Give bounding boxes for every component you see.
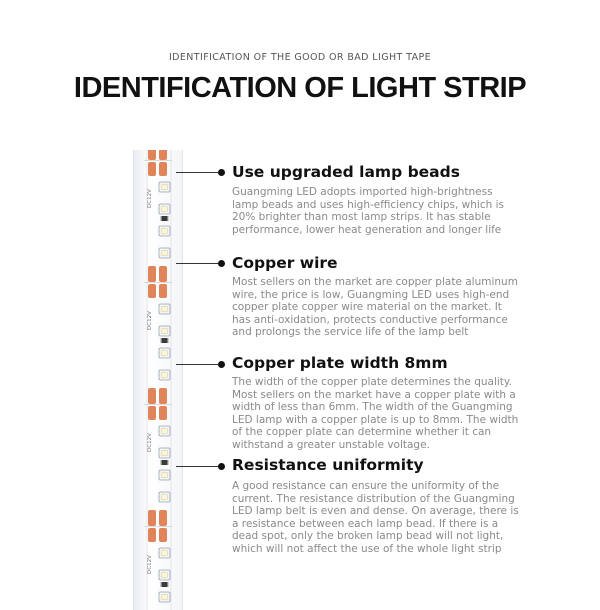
feature-pointer-line-4 [176, 466, 220, 467]
copper-pad [159, 510, 167, 526]
led-chip-phosphor [162, 207, 168, 212]
copper-pad [148, 284, 156, 298]
feature-pointer-dot-1 [218, 169, 225, 176]
resistor-cap [168, 338, 170, 343]
feature-desc-resistance-uniformity: A good resistance can ensure the uniformity of the current. The resistance distribution of the Guangming LED lamp belt is even and dense. On average, there is a resistance between each lamp bead. If there is a dead spot, only the broken lamp bead will not light, which will not affect the use of the whole light strip [232, 480, 519, 555]
led-chip-phosphor [162, 451, 168, 456]
feature-desc-copper-wire: Most sellers on the market are copper plate aluminum wire, the price is low, Guangming LED uses high-end copper plate copper wire material on the market. It has anti-oxidation, protects conductive performance and prolongs the service life of the lamp belt [232, 276, 518, 338]
feature-pointer-dot-3 [218, 361, 225, 368]
feature-desc-copper-plate-width: The width of the copper plate determines the quality. Most sellers on the market have a copper plate with a width of less than 6mm. The width of the Guangming LED lamp with a copper plate is up to 8mm. The width of the copper plate can determine whether it can withstand a greater unstable voltage. [232, 376, 519, 451]
copper-pad [159, 150, 167, 160]
feature-title-lamp-beads: Use upgraded lamp beads [232, 163, 460, 181]
voltage-label: DC12V [147, 433, 153, 452]
led-strip-illustration [133, 150, 183, 610]
led-chip-phosphor [162, 373, 168, 378]
resistor-cap [160, 338, 162, 343]
copper-pad [159, 528, 167, 542]
feature-pointer-line-2 [176, 263, 220, 264]
page-subtitle: IDENTIFICATION OF THE GOOD OR BAD LIGHT TAPE [168, 52, 432, 63]
feature-title-resistance-uniformity: Resistance uniformity [232, 456, 424, 474]
copper-pad [159, 162, 167, 176]
voltage-label: DC12V [147, 555, 153, 574]
resistor-cap [168, 216, 170, 221]
feature-pointer-line-1 [176, 172, 220, 173]
led-chip-phosphor [162, 495, 168, 500]
resistor-cap [168, 460, 170, 465]
copper-pad [148, 528, 156, 542]
feature-pointer-dot-2 [218, 260, 225, 267]
copper-pad [159, 284, 167, 298]
led-chip-phosphor [162, 351, 168, 356]
feature-title-copper-plate-width: Copper plate width 8mm [232, 354, 448, 372]
copper-pad [159, 388, 167, 404]
resistor-cap [160, 460, 162, 465]
led-strip-graphic [134, 150, 182, 610]
voltage-label: DC12V [147, 311, 153, 330]
resistor-cap [168, 582, 170, 587]
led-chip-phosphor [162, 307, 168, 312]
copper-pad [148, 406, 156, 420]
resistor-cap [160, 216, 162, 221]
led-chip-phosphor [162, 185, 168, 190]
led-chip-phosphor [162, 229, 168, 234]
resistor-cap [160, 582, 162, 587]
copper-pad [159, 266, 167, 282]
voltage-label: DC12V [147, 189, 153, 208]
led-chip-phosphor [162, 595, 168, 600]
copper-pad [148, 266, 156, 282]
led-chip-phosphor [162, 429, 168, 434]
led-chip-phosphor [162, 251, 168, 256]
copper-pad [148, 150, 156, 160]
feature-pointer-line-3 [176, 364, 220, 365]
copper-pad [148, 162, 156, 176]
page-title: IDENTIFICATION OF LIGHT STRIP [73, 72, 527, 104]
led-chip-phosphor [162, 473, 168, 478]
copper-pad [159, 406, 167, 420]
led-chip-phosphor [162, 573, 168, 578]
led-chip-phosphor [162, 329, 168, 334]
copper-pad [148, 388, 156, 404]
feature-desc-lamp-beads: Guangming LED adopts imported high-brightness lamp beads and uses high-efficiency chips, which is 20% brighter than most lamp strips. It has stable performance, lower heat generation and longer life [232, 186, 504, 236]
feature-title-copper-wire: Copper wire [232, 254, 338, 272]
copper-pad [148, 510, 156, 526]
led-chip-phosphor [162, 551, 168, 556]
feature-pointer-dot-4 [218, 463, 225, 470]
